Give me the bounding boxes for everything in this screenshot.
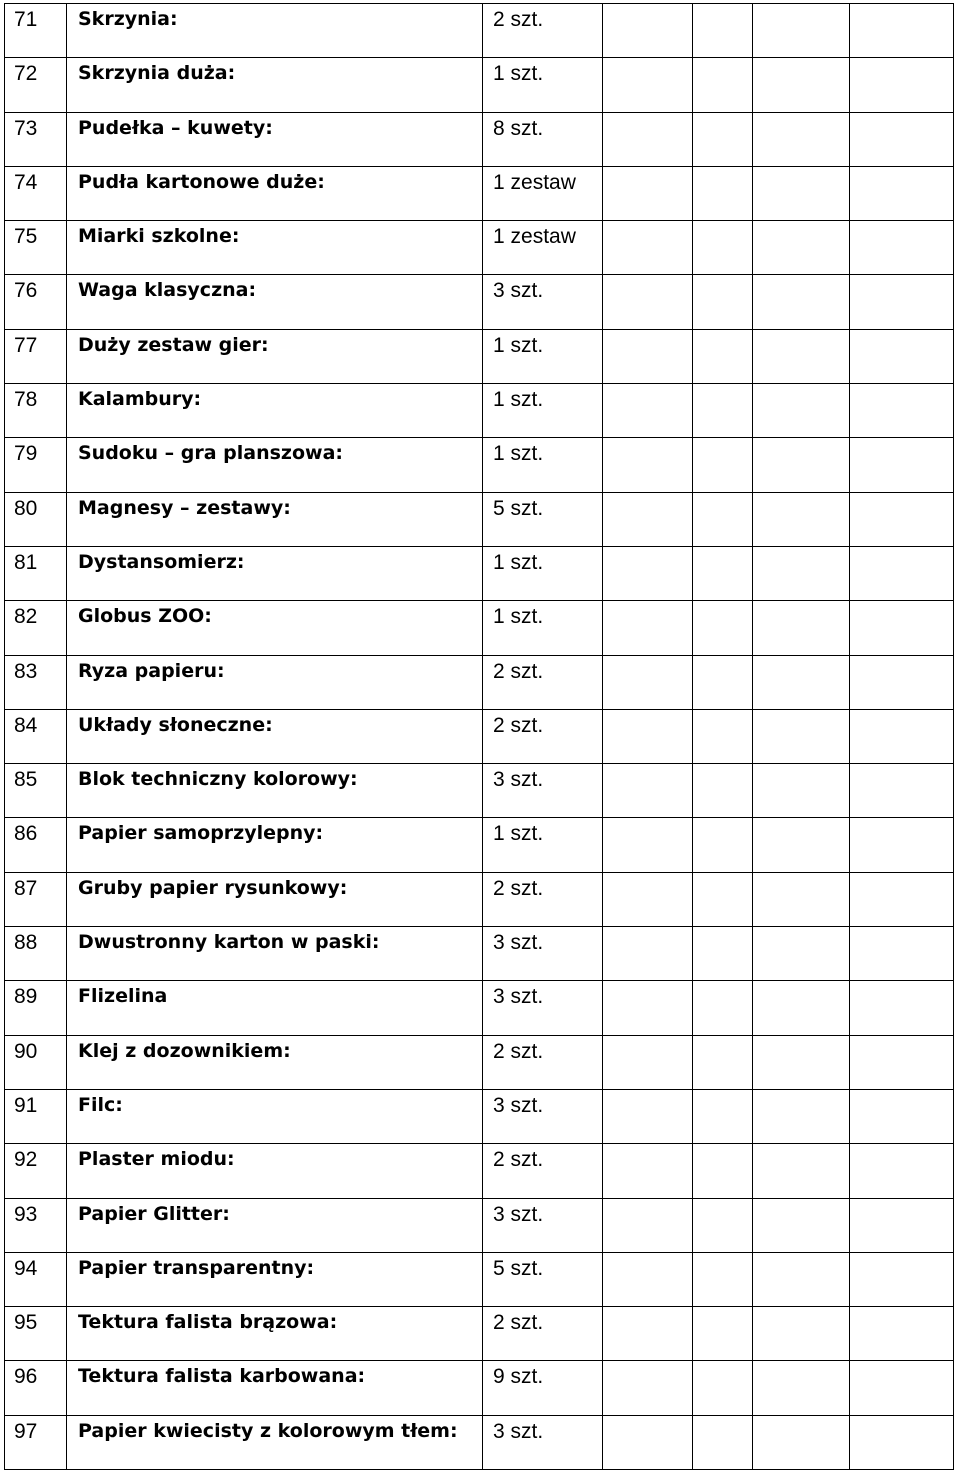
empty-cell [753, 927, 850, 981]
item-name: Kalambury: [78, 388, 202, 411]
item-number-cell [5, 655, 67, 709]
item-number-cell [5, 112, 67, 166]
item-name: Miarki szkolne: [78, 225, 240, 248]
item-quantity-cell [483, 384, 603, 438]
item-quantity-cell [483, 872, 603, 926]
item-quantity: 1 zestaw [493, 170, 576, 194]
item-quantity-cell [483, 546, 603, 600]
empty-cell [850, 384, 954, 438]
empty-cell [603, 1198, 693, 1252]
empty-cell [850, 1415, 954, 1469]
empty-cell [753, 655, 850, 709]
table-row [5, 927, 954, 981]
table-row [5, 384, 954, 438]
item-number-cell [5, 1198, 67, 1252]
empty-cell [603, 655, 693, 709]
empty-cell [850, 1089, 954, 1143]
item-name-cell [67, 927, 483, 981]
empty-cell [693, 166, 753, 220]
empty-cell [850, 1198, 954, 1252]
item-name: Dwustronny karton w paski: [78, 931, 380, 954]
empty-cell [603, 546, 693, 600]
item-number-cell [5, 1252, 67, 1306]
empty-cell [850, 1144, 954, 1198]
empty-cell [693, 58, 753, 112]
item-number: 87 [14, 876, 38, 900]
inventory-table-body [5, 4, 954, 1470]
item-quantity-cell [483, 981, 603, 1035]
table-row [5, 492, 954, 546]
item-name-cell [67, 818, 483, 872]
item-name: Magnesy – zestawy: [78, 496, 291, 519]
item-number: 92 [14, 1148, 38, 1172]
empty-cell [753, 546, 850, 600]
empty-cell [850, 546, 954, 600]
item-name-cell [67, 492, 483, 546]
empty-cell [850, 818, 954, 872]
item-number-cell [5, 764, 67, 818]
item-number-cell [5, 1361, 67, 1415]
empty-cell [850, 709, 954, 763]
item-number-cell [5, 601, 67, 655]
item-name: Papier samoprzylepny: [78, 822, 324, 845]
item-name: Globus ZOO: [78, 605, 212, 628]
empty-cell [693, 1144, 753, 1198]
empty-cell [603, 601, 693, 655]
item-quantity-cell [483, 1361, 603, 1415]
empty-cell [603, 4, 693, 58]
empty-cell [850, 112, 954, 166]
empty-cell [603, 764, 693, 818]
item-number: 77 [14, 333, 38, 357]
item-quantity: 2 szt. [493, 713, 544, 737]
empty-cell [603, 329, 693, 383]
item-quantity-cell [483, 1307, 603, 1361]
table-row [5, 709, 954, 763]
empty-cell [603, 1144, 693, 1198]
item-name-cell [67, 1198, 483, 1252]
item-number: 86 [14, 822, 38, 846]
item-number: 78 [14, 388, 38, 412]
empty-cell [850, 764, 954, 818]
item-number: 82 [14, 605, 38, 629]
table-row [5, 981, 954, 1035]
item-name-cell [67, 601, 483, 655]
item-number: 89 [14, 985, 38, 1009]
empty-cell [850, 927, 954, 981]
empty-cell [693, 221, 753, 275]
empty-cell [753, 112, 850, 166]
item-number-cell [5, 546, 67, 600]
item-number: 94 [14, 1256, 38, 1280]
item-number-cell [5, 1307, 67, 1361]
empty-cell [693, 546, 753, 600]
empty-cell [693, 1252, 753, 1306]
empty-cell [753, 1252, 850, 1306]
item-quantity-cell [483, 709, 603, 763]
item-number-cell [5, 221, 67, 275]
empty-cell [850, 438, 954, 492]
empty-cell [693, 709, 753, 763]
item-number: 80 [14, 496, 38, 520]
item-quantity: 2 szt. [493, 876, 544, 900]
item-name: Dystansomierz: [78, 550, 245, 573]
item-quantity-cell [483, 1035, 603, 1089]
item-number: 90 [14, 1039, 38, 1063]
table-row [5, 818, 954, 872]
table-row [5, 1198, 954, 1252]
item-name: Duży zestaw gier: [78, 333, 269, 356]
item-number-cell [5, 1089, 67, 1143]
empty-cell [693, 275, 753, 329]
item-quantity: 3 szt. [493, 768, 544, 792]
item-name-cell [67, 1361, 483, 1415]
item-quantity: 3 szt. [493, 1202, 544, 1226]
item-name-cell [67, 546, 483, 600]
item-name: Papier transparentny: [78, 1256, 315, 1279]
empty-cell [850, 601, 954, 655]
empty-cell [603, 58, 693, 112]
empty-cell [693, 1198, 753, 1252]
item-name-cell [67, 1144, 483, 1198]
item-quantity-cell [483, 1198, 603, 1252]
item-name: Ryza papieru: [78, 659, 225, 682]
item-quantity: 2 szt. [493, 1148, 544, 1172]
inventory-table [4, 3, 954, 1470]
empty-cell [753, 818, 850, 872]
item-number: 84 [14, 713, 38, 737]
empty-cell [850, 492, 954, 546]
empty-cell [753, 709, 850, 763]
item-quantity-cell [483, 166, 603, 220]
empty-cell [693, 1089, 753, 1143]
empty-cell [693, 1361, 753, 1415]
table-row [5, 1144, 954, 1198]
empty-cell [850, 275, 954, 329]
table-row [5, 4, 954, 58]
item-name-cell [67, 981, 483, 1035]
item-quantity-cell [483, 1252, 603, 1306]
empty-cell [603, 384, 693, 438]
empty-cell [753, 764, 850, 818]
item-number: 95 [14, 1311, 38, 1335]
empty-cell [753, 329, 850, 383]
empty-cell [850, 1307, 954, 1361]
empty-cell [753, 166, 850, 220]
item-number: 96 [14, 1365, 38, 1389]
item-name: Blok techniczny kolorowy: [78, 768, 358, 791]
item-name-cell [67, 384, 483, 438]
item-number-cell [5, 1035, 67, 1089]
item-number-cell [5, 1415, 67, 1469]
empty-cell [753, 1144, 850, 1198]
item-number-cell [5, 384, 67, 438]
table-row [5, 1415, 954, 1469]
empty-cell [753, 4, 850, 58]
empty-cell [850, 166, 954, 220]
item-number: 79 [14, 442, 38, 466]
item-quantity: 2 szt. [493, 659, 544, 683]
item-name-cell [67, 329, 483, 383]
item-name: Pudła kartonowe duże: [78, 170, 325, 193]
item-quantity: 3 szt. [493, 1419, 544, 1443]
item-name-cell [67, 1035, 483, 1089]
item-quantity-cell [483, 927, 603, 981]
empty-cell [753, 601, 850, 655]
item-quantity: 1 szt. [493, 388, 544, 412]
table-row [5, 601, 954, 655]
item-name-cell [67, 1307, 483, 1361]
empty-cell [753, 58, 850, 112]
item-number-cell [5, 1144, 67, 1198]
empty-cell [603, 112, 693, 166]
empty-cell [850, 872, 954, 926]
item-quantity-cell [483, 221, 603, 275]
item-quantity-cell [483, 112, 603, 166]
item-number-cell [5, 981, 67, 1035]
empty-cell [753, 1415, 850, 1469]
table-row [5, 1035, 954, 1089]
item-name: Gruby papier rysunkowy: [78, 876, 348, 899]
empty-cell [693, 384, 753, 438]
item-name-cell [67, 1252, 483, 1306]
item-number-cell [5, 329, 67, 383]
item-number: 88 [14, 931, 38, 955]
item-quantity: 1 szt. [493, 822, 544, 846]
item-quantity: 1 szt. [493, 333, 544, 357]
empty-cell [850, 221, 954, 275]
item-name-cell [67, 112, 483, 166]
item-name: Skrzynia duża: [78, 62, 236, 85]
item-quantity-cell [483, 492, 603, 546]
empty-cell [753, 981, 850, 1035]
item-name-cell [67, 221, 483, 275]
item-number: 73 [14, 116, 38, 140]
item-number-cell [5, 709, 67, 763]
item-quantity: 8 szt. [493, 116, 544, 140]
item-number: 76 [14, 279, 38, 303]
item-quantity-cell [483, 4, 603, 58]
empty-cell [850, 329, 954, 383]
item-quantity: 2 szt. [493, 8, 544, 31]
empty-cell [753, 872, 850, 926]
item-quantity-cell [483, 438, 603, 492]
item-quantity-cell [483, 275, 603, 329]
item-number-cell [5, 275, 67, 329]
item-name-cell [67, 764, 483, 818]
item-name-cell [67, 1415, 483, 1469]
item-quantity: 1 zestaw [493, 225, 576, 249]
empty-cell [753, 384, 850, 438]
item-name-cell [67, 58, 483, 112]
table-row [5, 438, 954, 492]
empty-cell [603, 981, 693, 1035]
item-number: 93 [14, 1202, 38, 1226]
item-quantity-cell [483, 818, 603, 872]
item-quantity: 2 szt. [493, 1039, 544, 1063]
item-name-cell [67, 166, 483, 220]
empty-cell [693, 818, 753, 872]
item-number-cell [5, 872, 67, 926]
item-name-cell [67, 655, 483, 709]
empty-cell [693, 329, 753, 383]
item-quantity-cell [483, 329, 603, 383]
empty-cell [850, 1361, 954, 1415]
item-name: Pudełka – kuwety: [78, 116, 273, 139]
empty-cell [850, 1035, 954, 1089]
empty-cell [753, 1307, 850, 1361]
item-quantity-cell [483, 1144, 603, 1198]
table-row [5, 764, 954, 818]
item-quantity: 3 szt. [493, 931, 544, 955]
empty-cell [753, 1361, 850, 1415]
table-row [5, 1307, 954, 1361]
item-quantity-cell [483, 58, 603, 112]
item-quantity: 3 szt. [493, 985, 544, 1009]
item-name-cell [67, 438, 483, 492]
table-row [5, 275, 954, 329]
empty-cell [850, 4, 954, 58]
item-quantity-cell [483, 1089, 603, 1143]
item-name: Papier kwiecisty z kolorowym tłem: [78, 1419, 458, 1442]
item-number: 75 [14, 225, 38, 249]
item-name: Tektura falista karbowana: [78, 1365, 366, 1388]
table-row [5, 166, 954, 220]
table-row [5, 872, 954, 926]
empty-cell [753, 275, 850, 329]
item-quantity: 1 szt. [493, 550, 544, 574]
table-row [5, 1252, 954, 1306]
empty-cell [693, 981, 753, 1035]
item-name: Flizelina [78, 985, 168, 1008]
item-quantity: 1 szt. [493, 442, 544, 466]
item-name-cell [67, 4, 483, 58]
item-quantity-cell [483, 655, 603, 709]
empty-cell [693, 927, 753, 981]
item-number: 71 [14, 8, 38, 31]
table-row [5, 546, 954, 600]
item-quantity: 1 szt. [493, 62, 544, 86]
item-number-cell [5, 58, 67, 112]
empty-cell [693, 492, 753, 546]
empty-cell [603, 927, 693, 981]
item-number-cell [5, 492, 67, 546]
empty-cell [693, 1415, 753, 1469]
empty-cell [603, 438, 693, 492]
item-name: Papier Glitter: [78, 1202, 230, 1225]
item-name: Klej z dozownikiem: [78, 1039, 291, 1062]
item-quantity: 3 szt. [493, 1093, 544, 1117]
empty-cell [753, 492, 850, 546]
item-name-cell [67, 709, 483, 763]
item-quantity: 2 szt. [493, 1311, 544, 1335]
item-number: 72 [14, 62, 38, 86]
empty-cell [753, 438, 850, 492]
item-number: 97 [14, 1419, 38, 1443]
empty-cell [693, 4, 753, 58]
item-number-cell [5, 818, 67, 872]
item-number-cell [5, 927, 67, 981]
item-number-cell [5, 4, 67, 58]
empty-cell [693, 601, 753, 655]
empty-cell [693, 112, 753, 166]
empty-cell [693, 655, 753, 709]
empty-cell [603, 1252, 693, 1306]
table-row [5, 655, 954, 709]
empty-cell [603, 709, 693, 763]
empty-cell [603, 166, 693, 220]
item-name: Skrzynia: [78, 8, 178, 30]
item-quantity: 3 szt. [493, 279, 544, 303]
item-quantity: 5 szt. [493, 1256, 544, 1280]
table-row [5, 221, 954, 275]
table-row [5, 1089, 954, 1143]
item-name: Plaster miodu: [78, 1148, 235, 1171]
item-name-cell [67, 872, 483, 926]
item-quantity-cell [483, 1415, 603, 1469]
item-number-cell [5, 438, 67, 492]
item-quantity: 9 szt. [493, 1365, 544, 1389]
item-quantity-cell [483, 601, 603, 655]
table-row [5, 58, 954, 112]
empty-cell [603, 492, 693, 546]
empty-cell [850, 981, 954, 1035]
empty-cell [603, 872, 693, 926]
empty-cell [693, 438, 753, 492]
empty-cell [850, 1252, 954, 1306]
empty-cell [753, 1198, 850, 1252]
item-number-cell [5, 166, 67, 220]
empty-cell [603, 1415, 693, 1469]
table-row [5, 112, 954, 166]
item-name-cell [67, 1089, 483, 1143]
empty-cell [603, 1307, 693, 1361]
item-quantity: 5 szt. [493, 496, 544, 520]
empty-cell [603, 221, 693, 275]
table-row [5, 1361, 954, 1415]
empty-cell [603, 1035, 693, 1089]
empty-cell [603, 1089, 693, 1143]
empty-cell [753, 221, 850, 275]
item-number: 91 [14, 1093, 38, 1117]
empty-cell [693, 872, 753, 926]
item-name: Układy słoneczne: [78, 713, 273, 736]
empty-cell [850, 655, 954, 709]
item-number: 81 [14, 550, 38, 574]
empty-cell [693, 1307, 753, 1361]
table-row [5, 329, 954, 383]
item-name: Waga klasyczna: [78, 279, 257, 302]
item-number: 83 [14, 659, 38, 683]
item-number: 85 [14, 768, 38, 792]
item-name: Filc: [78, 1093, 123, 1116]
item-number: 74 [14, 170, 38, 194]
item-quantity: 1 szt. [493, 605, 544, 629]
item-name: Tektura falista brązowa: [78, 1311, 338, 1334]
empty-cell [603, 818, 693, 872]
empty-cell [603, 275, 693, 329]
empty-cell [753, 1089, 850, 1143]
empty-cell [850, 58, 954, 112]
empty-cell [693, 1035, 753, 1089]
empty-cell [603, 1361, 693, 1415]
item-name-cell [67, 275, 483, 329]
empty-cell [753, 1035, 850, 1089]
empty-cell [693, 764, 753, 818]
item-name: Sudoku – gra planszowa: [78, 442, 344, 465]
item-quantity-cell [483, 764, 603, 818]
